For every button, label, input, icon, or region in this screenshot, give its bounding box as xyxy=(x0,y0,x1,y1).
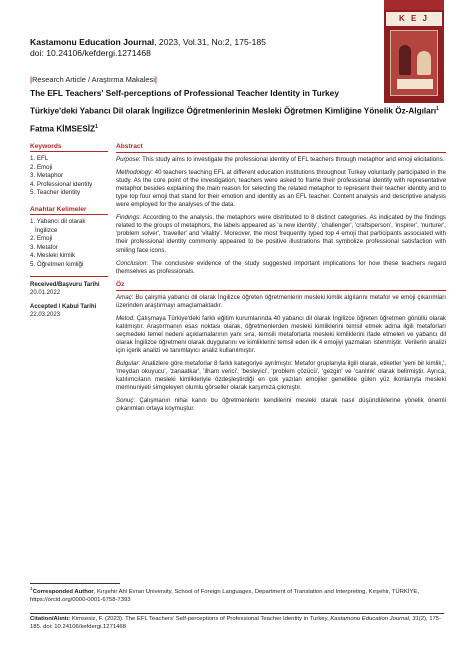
abstract-heading: Abstract xyxy=(116,143,446,153)
purpose-label: Purpose xyxy=(116,156,139,164)
conclusion-label: Conclusion xyxy=(116,259,147,267)
footnote-text: , Kırşehir Ahi Evran University, School of Foreign Languages, Department of Translation and Interpreting, Kırşehir, TÜRKİYE, xyxy=(93,588,419,595)
category-label: Research Article / Araştırma Makalesi xyxy=(32,75,155,84)
title-turkish xyxy=(30,106,450,116)
purpose-text: : This study aims to investigate the professional identity of EFL teachers through metaphor and emoji elicitations. xyxy=(138,156,445,164)
footnote-label: Corresponded Author xyxy=(32,588,94,595)
methodology-text: : 40 teachers teaching EFL at different education institutions throughout Turkey voluntarily participated in the study. As the core point of the investigation, teachers were asked to frame their professional identity with representative metaphor besides explaining the main reason for selecting the related metaphor to represent their teacher identity and to type top four emoji that stand for their emotion and identity as an EFL teacher. Content analysis and descriptive analysis were employed for the analyses of the data. xyxy=(116,169,446,209)
findings-text: : According to the analysis, the metaphors were distributed to 8 distinct categories. As indicated by the findings related to the groups of metaphors, the labels appeared as 'a new identity', 'challenger', 'craftsperson', 'inspirer', 'nurturer', 'problem solver', 'traveller' and 'vitality'. Moreover, the most frequently typed top 4 emoji that participants associated with their professional identity commonly appeared to be positive illustrations that symbolize professional satisfaction with smiling face icons. xyxy=(116,214,446,254)
sidebar xyxy=(30,143,108,319)
journal-citation-line xyxy=(30,37,370,59)
title-english: The EFL Teachers' Self-perceptions of Professional Teacher Identity in Turkey xyxy=(30,88,339,98)
conclusion-text: : The conclusive evidence of the study suggested important implications for how these teachers regard themselves as professionals. xyxy=(116,259,446,275)
sonuc-text: : Çalışmanın nihai kanıtı bu öğretmenlerin kendilerini mesleki olarak nasıl düşündüklerine yönelik önemli çıkarımları ortaya koymuştur. xyxy=(116,397,446,413)
amac-label: Amaç xyxy=(116,293,132,301)
anahtar-item: 2. Emoji xyxy=(30,235,53,243)
keywords-block xyxy=(30,143,108,198)
citation xyxy=(30,613,444,631)
sidebar-divider xyxy=(30,276,108,277)
received-label: Received/Başvuru Tarihi xyxy=(30,281,100,288)
received-date: 20.01.2022 xyxy=(30,289,61,296)
oz-heading: Öz xyxy=(116,281,446,291)
oz-bulgular xyxy=(116,360,446,392)
keyword-item: 4. Professional identity xyxy=(30,180,93,188)
oz-metod xyxy=(116,315,446,355)
footnote-sup: 1 xyxy=(30,587,33,592)
accepted-label: Accepted / Kabul Tarihi xyxy=(30,303,97,310)
anahtar-item: 5. Öğretmen kimliği xyxy=(30,260,84,268)
citation-text-end: (2), 175-185. doi: 10.24106/kefdergi.1271468 xyxy=(30,616,442,630)
accepted-date: 22.03.2023 xyxy=(30,311,61,318)
title-turkish-text: Türkiye'deki Yabancı Dil olarak İngilizce Öğretmenlerinin Mesleki Öğretmen Kimliğine Yönelik Öz-Algıları xyxy=(30,106,437,116)
abstract-methodology xyxy=(116,169,446,209)
footnote-rule xyxy=(30,583,120,584)
anahtar-item: 1. Yabancı dil olarak xyxy=(30,217,86,225)
abstract-purpose xyxy=(116,156,446,164)
journal-name: Kastamonu Education Journal xyxy=(30,37,155,47)
anahtar-item: 3. Metafor xyxy=(30,243,58,251)
author-text: Fatma KİMSESİZ xyxy=(30,124,96,134)
oz-sonuc xyxy=(116,397,446,413)
amac-text: : Bu çalışma yabancı dil olarak İngilizce öğreten öğretmenlerin mesleki kimlik algılarını metafor ve emoji çıkarımları üzerinden araştırmayı amaçlamaktadır. xyxy=(116,293,446,309)
findings-label: Findings xyxy=(116,214,140,222)
logo-figure xyxy=(399,45,411,75)
citation-text: Kimsesiz, F. (2023). The EFL Teachers' Self-perceptions of Professional Teacher Identity in Turkey, xyxy=(70,616,331,622)
anahtar-item: İngilizce xyxy=(35,226,58,234)
sonuc-label: Sonuç xyxy=(116,397,134,405)
article-category xyxy=(30,75,157,84)
metod-label: Metod xyxy=(116,314,134,322)
keyword-item: 1. EFL xyxy=(30,155,49,162)
bulgular-text: : Analizlere göre metaforlar 8 farklı kategoriye ayrılmıştır. Metafor gruplarıyla ilgili olarak, etiketler 'yeni bir kimlik,', 'meydan okuyucu', 'zanaatkar', 'ilham verici', 'besleyici', 'problem çözücü', 'gezgin' ve 'canlılık' olarak belirmiştir. Ayrıca, katılımcıların mesleki kimlikleriyle özdeşleştirdiği en çok yazılan emojiler genellikle gülen yüz ikonlarıyla mesleki memnuniyeti simgeleyen olumlu görseller olarak karşımıza çıkmıştır. xyxy=(116,360,446,392)
keywords-list xyxy=(30,155,108,198)
logo-figure xyxy=(417,51,431,75)
anahtar-list xyxy=(30,218,108,270)
methodology-label: Methodology xyxy=(116,169,152,177)
metod-text: : Çalışmaya Türkiye'deki farklı eğitim kurumlarında 40 yabancı dil olarak İngilizce öğreten öğretmen gönüllü olarak katılmıştır. Araştırmanın esas noktası olarak, öğretmenlerden mesleki kimliklerini temsil etmek adına ilgili metaforları seçmedeki temel nedeni açıklamalarının yanı sıra, temsili metaforlarla mesleki kimliklerini ifade etmeleri ve yabancı dil olarak İngilizce öğretmeni olarak duygularını ve kimliklerini temsil eden ilk 4 emojiyi yazmaları istenmiştir. Verilerin analizi için içerik analizi ve tanımlayıcı analiz kullanılmıştır. xyxy=(116,314,446,354)
anahtar-item: 4. Mesleki kimlik xyxy=(30,252,76,260)
bulgular-label: Bulgular xyxy=(116,360,139,368)
title-turkish-sup: 1 xyxy=(436,106,439,112)
journal-doi[interactable]: doi: 10.24106/kefdergi.1271468 xyxy=(30,48,151,58)
journal-header xyxy=(30,37,370,59)
keyword-item: 5. Teacher identity xyxy=(30,189,81,197)
author-sup: 1 xyxy=(95,124,98,130)
keyword-item: 3. Metaphor xyxy=(30,172,64,180)
orcid-link[interactable]: https://orcid.org/0000-0001-6758-7393 xyxy=(30,596,131,603)
keywords-heading: Keywords xyxy=(30,143,108,152)
logo-illustration xyxy=(390,30,438,96)
footnote xyxy=(30,586,444,604)
journal-details: , 2023, Vol.31, No:2, 175-185 xyxy=(154,37,266,47)
citation-journal: Kastamonu Education Journal, 31 xyxy=(330,616,419,622)
abstract-findings xyxy=(116,214,446,254)
logo-text: K E J xyxy=(386,12,442,26)
main-content xyxy=(116,143,446,418)
anahtar-block xyxy=(30,206,108,270)
category-bar-right: | xyxy=(154,75,157,84)
citation-label: Citation/Alıntı: xyxy=(30,616,71,622)
oz-amac xyxy=(116,294,446,310)
keyword-item: 2. Emoji xyxy=(30,163,53,171)
logo-stripe xyxy=(384,0,444,10)
category-bar-left: | xyxy=(30,75,33,84)
author-name xyxy=(30,124,98,134)
abstract-conclusion xyxy=(116,260,446,276)
anahtar-heading: Anahtar Kelimeler xyxy=(30,206,108,215)
